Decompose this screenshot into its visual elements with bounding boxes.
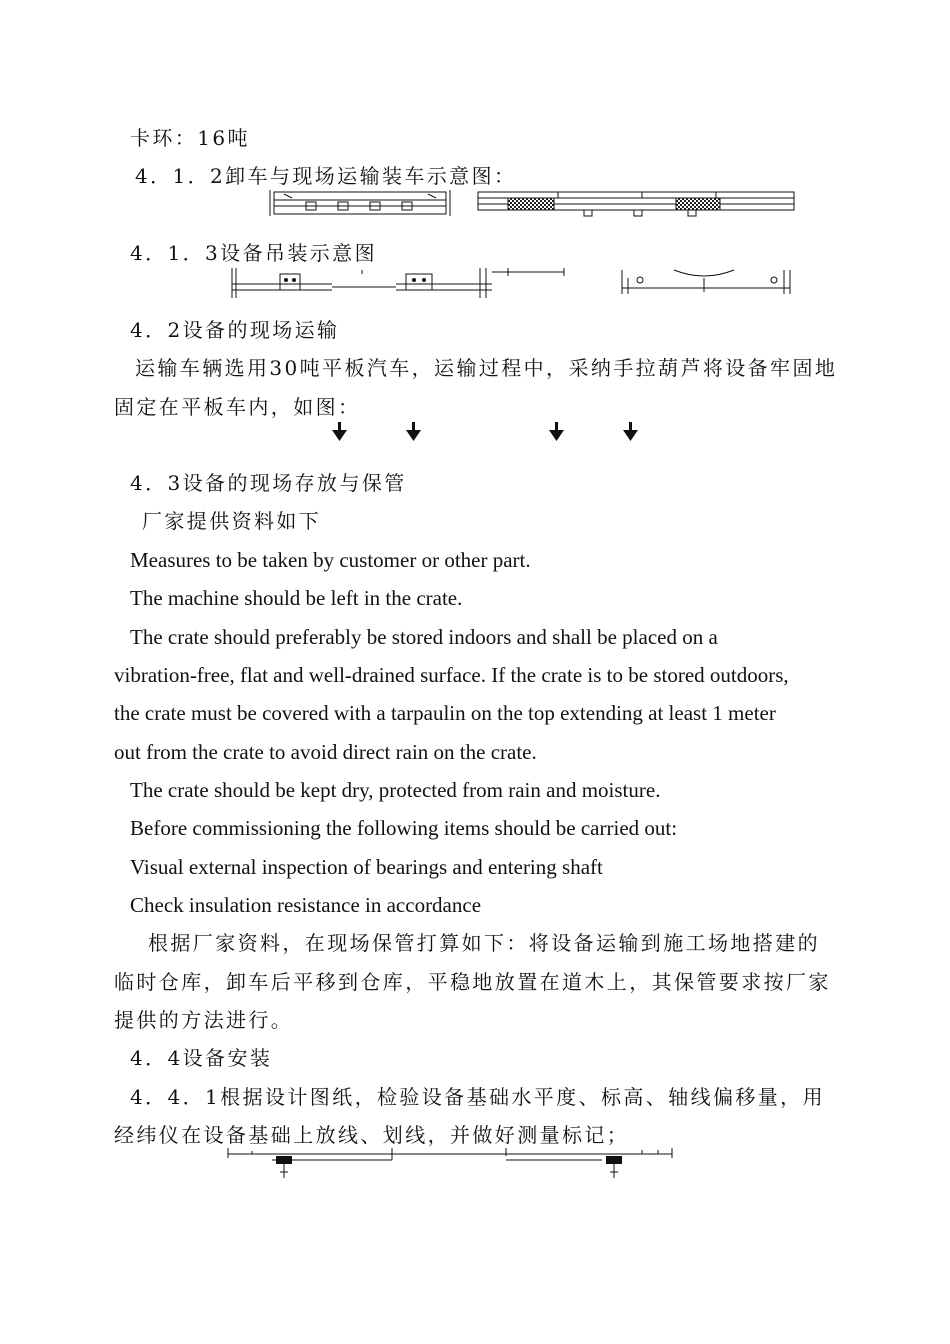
paragraph-transport-1: 运输车辆选用30吨平板汽车，运输过程中，采纳手拉葫芦将设备牢固地 — [135, 356, 838, 380]
paragraph-install-2: 经纬仪在设备基础上放线、划线，并做好测量标记； — [114, 1123, 630, 1147]
heading-4-1-3: 4．1．3设备吊装示意图 — [130, 241, 377, 265]
heading-4-4: 4．4设备安装 — [130, 1046, 273, 1070]
text-line-en-1: Measures to be taken by customer or other part. — [130, 548, 531, 572]
foundation-marking-diagram — [222, 1146, 678, 1182]
text-line-shackle: 卡环：16吨 — [130, 126, 250, 150]
paragraph-storage-1: 根据厂家资料，在现场保管打算如下：将设备运输到施工场地搭建的 — [148, 931, 820, 955]
text-line-en-7: The crate should be kept dry, protected from rain and moisture. — [130, 778, 661, 802]
heading-4-2: 4．2设备的现场运输 — [130, 318, 340, 342]
paragraph-transport-2: 固定在平板车内，如图： — [114, 395, 361, 419]
text-line-en-4: vibration-free, flat and well-drained surface. If the crate is to be stored outdoors, — [114, 663, 789, 687]
text-line-en-9: Visual external inspection of bearings and entering shaft — [130, 855, 603, 879]
paragraph-storage-3: 提供的方法进行。 — [114, 1008, 294, 1032]
text-line-vendor-info: 厂家提供资料如下 — [142, 509, 322, 533]
heading-4-1-2: 4．1．2卸车与现场运输装车示意图： — [135, 164, 517, 188]
unloading-transport-diagram — [268, 188, 800, 220]
text-line-en-6: out from the crate to avoid direct rain on the crate. — [114, 740, 537, 764]
paragraph-install-1: 4．4．1根据设计图纸，检验设备基础水平度、标高、轴线偏移量，用 — [130, 1085, 825, 1109]
text-line-en-2: The machine should be left in the crate. — [130, 586, 463, 610]
text-line-en-5: the crate must be covered with a tarpaulin on the top extending at least 1 meter — [114, 701, 776, 725]
text-line-en-10: Check insulation resistance in accordance — [130, 893, 482, 917]
text-line-en-8: Before commissioning the following items should be carried out: — [130, 816, 678, 840]
lifting-diagram — [228, 266, 798, 300]
heading-4-3: 4．3设备的现场存放与保管 — [130, 471, 407, 495]
paragraph-storage-2: 临时仓库，卸车后平移到仓库，平稳地放置在道木上，其保管要求按厂家 — [114, 970, 831, 994]
text-line-en-3: The crate should preferably be stored indoors and shall be placed on a — [130, 625, 718, 649]
chain-hoist-arrows — [330, 422, 642, 442]
